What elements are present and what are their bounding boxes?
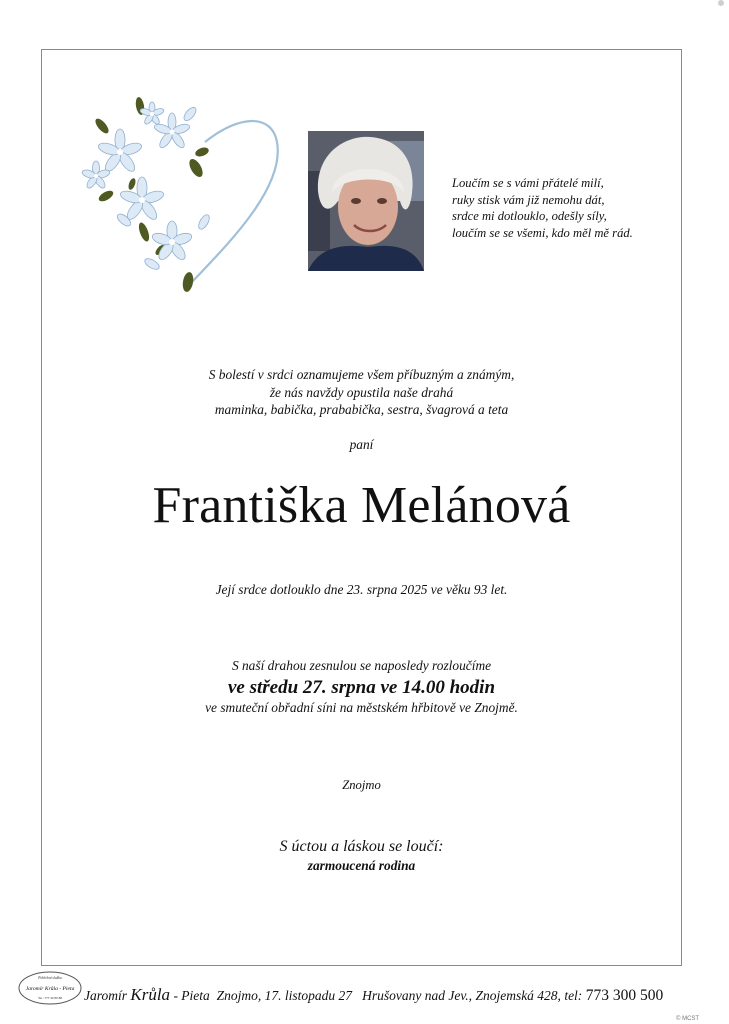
poem-line: ruky stisk vám již nemohu dát,	[452, 192, 605, 207]
poem	[452, 175, 692, 241]
farewell-intro: S naší drahou zesnulou se naposledy rozloučíme	[231, 658, 492, 673]
footer-phone: 773 300 500	[585, 987, 664, 1004]
footer-phone-label: tel:	[564, 988, 583, 1003]
announcement-line: že nás navždy opustila naše drahá	[269, 384, 454, 400]
logo-line: Pohřební služba	[38, 976, 62, 980]
death-notice: Její srdce dotlouklo dne 23. srpna 2025 ve věku 93 let.	[215, 582, 508, 597]
city: Znojmo	[342, 778, 381, 792]
poem-line: Loučím se s vámi přátelé milí,	[452, 176, 604, 190]
honorific: paní	[349, 437, 374, 452]
poem-line: loučím se se všemi, kdo měl mě rád.	[452, 225, 633, 240]
logo-line: Tel.: 777 33 86 88	[38, 996, 62, 1000]
footer-owner-first: Jaromír	[84, 988, 127, 1003]
farewell-datetime: ve středu 27. srpna ve 14.00 hodin	[227, 677, 496, 698]
deceased-name: Františka Melánová	[152, 477, 571, 534]
footer-branch1-city: Znojmo,	[216, 988, 262, 1003]
flower-heart-icon	[80, 92, 285, 307]
logo-line: Jaromír Krůla - Pieta	[25, 986, 75, 992]
announcement-line: maminka, babička, prababička, sestra, švagrová a teta	[214, 402, 509, 417]
funeral-service-logo-icon	[17, 970, 83, 1006]
announcement-line: S bolestí v srdci oznamujeme všem příbuzným a známým,	[208, 367, 515, 382]
closing-signature: zarmoucená rodina	[307, 858, 416, 873]
announcement	[41, 366, 682, 419]
farewell-place: ve smuteční obřadní síni na městském hřbitově ve Znojmě.	[205, 700, 518, 715]
footer-contact	[84, 985, 663, 1005]
copyright: © MCST	[676, 1016, 700, 1022]
footer-owner-last: Krůla	[130, 985, 171, 1004]
portrait-photo	[308, 131, 424, 271]
footer-branch2-city: Hrušovany nad Jev.,	[362, 988, 473, 1003]
corner-mark	[718, 0, 724, 6]
footer-branch1-street: 17. listopadu 27	[264, 988, 352, 1003]
poem-line: srdce mi dotlouklo, odešly síly,	[452, 209, 607, 223]
closing-phrase: S úctou a láskou se loučí:	[279, 838, 444, 855]
footer-branch2-street: Znojemská 428,	[475, 988, 561, 1003]
footer-firm: - Pieta	[173, 988, 210, 1003]
